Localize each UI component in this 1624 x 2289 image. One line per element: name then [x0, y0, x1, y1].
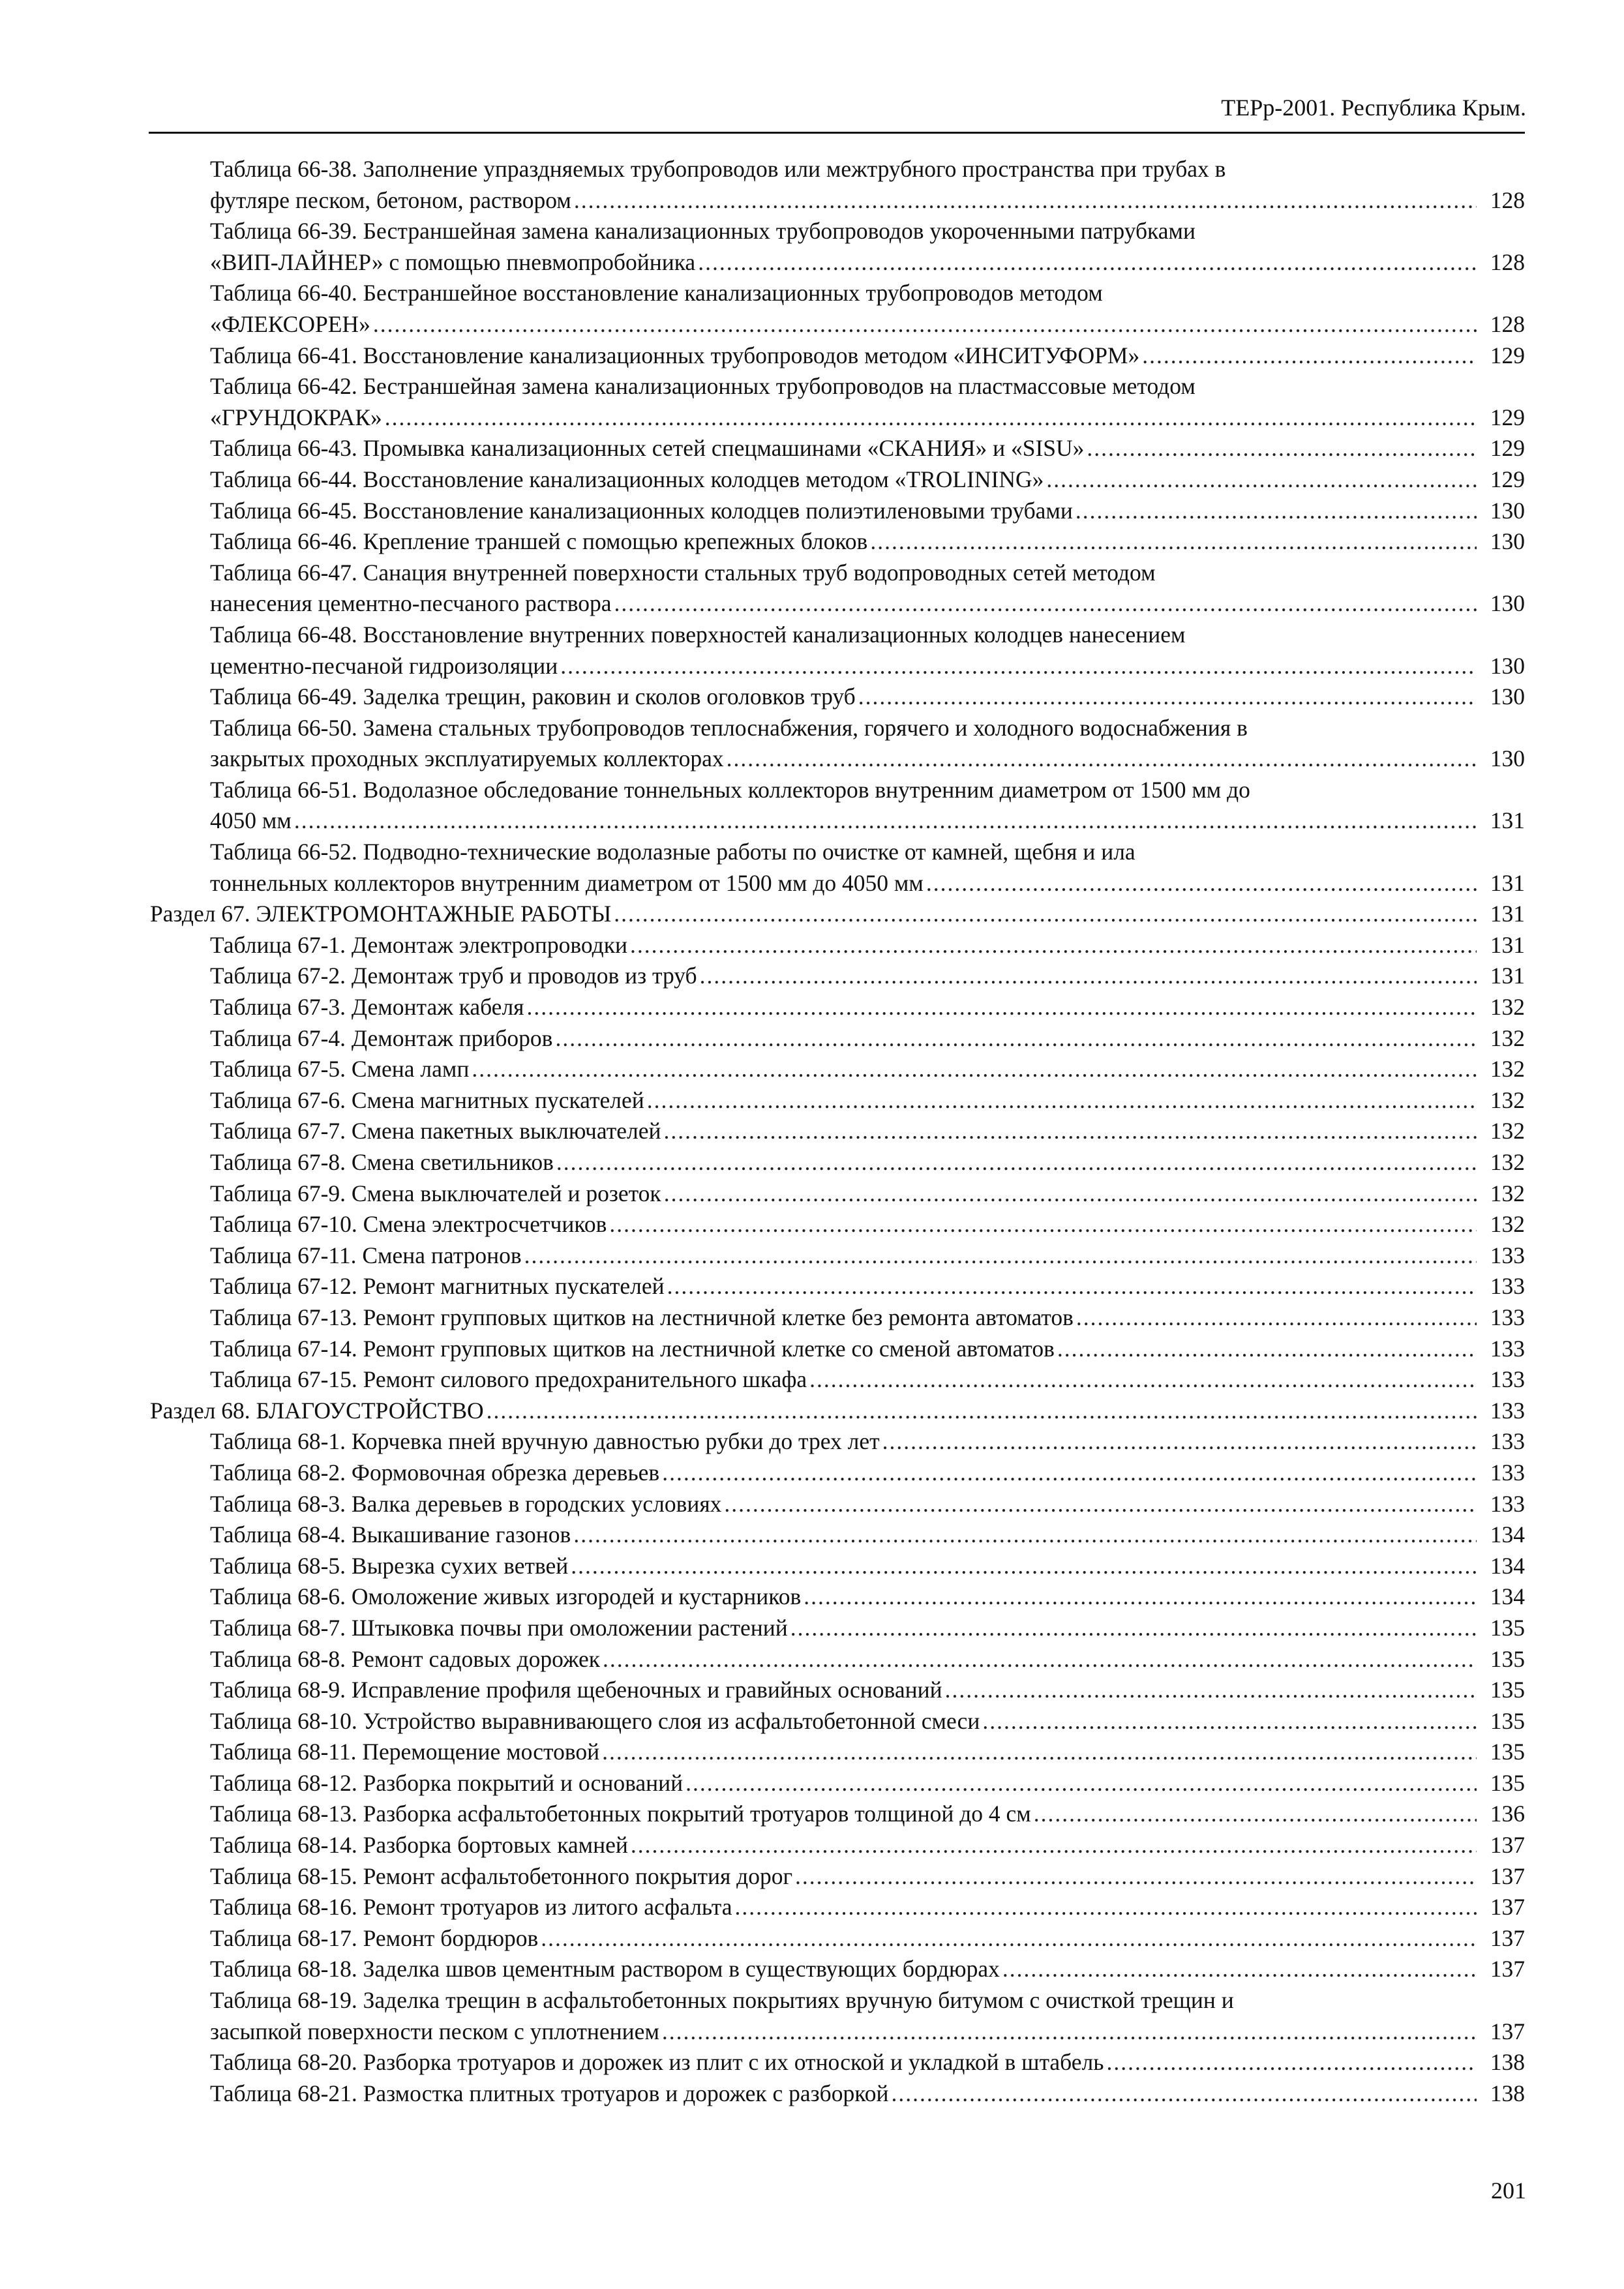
- toc-entry-page: 129: [1490, 404, 1525, 430]
- toc-entry-page: 137: [1490, 1956, 1525, 1982]
- toc-entry-title: Таблица 67-15. Ремонт силового предохранительного шкафа: [210, 1366, 807, 1393]
- toc-entry-title-line: Таблица 66-52. Подводно-технические водолазные работы по очистке от камней, щебня и ила: [210, 839, 1135, 865]
- toc-entry-title: Таблица 67-7. Смена пакетных выключателей: [210, 1118, 661, 1144]
- toc-entry-line: [210, 1240, 1525, 1272]
- toc-entry-title: Таблица 68-12. Разборка покрытий и оснований: [210, 1769, 684, 1796]
- toc-entry-title: Таблица 67-6. Смена магнитных пускателей: [210, 1086, 644, 1113]
- toc-entry-line: [210, 1271, 1525, 1302]
- toc-entry-title: Таблица 68-17. Ремонт бордюров: [210, 1924, 539, 1951]
- toc-entry-page: 135: [1490, 1677, 1525, 1703]
- running-header: ТЕРр-2001. Республика Крым.: [1221, 95, 1526, 121]
- toc-table-entry[interactable]: [150, 930, 1525, 961]
- toc-entry-page: 133: [1490, 1242, 1525, 1268]
- toc-table-entry[interactable]: [150, 961, 1525, 992]
- toc-entry-title: Таблица 67-14. Ремонт групповых щитков на лестничной клетке со сменой автоматов: [210, 1335, 1055, 1362]
- toc-table-entry[interactable]: [150, 464, 1525, 496]
- toc-entry-title: Таблица 67-10. Смена электросчетчиков: [210, 1211, 607, 1238]
- toc-entry-title: Таблица 68-11. Перемощение мостовой: [210, 1739, 600, 1765]
- toc-entry-page: 128: [1490, 248, 1525, 275]
- dot-leader: [1075, 496, 1477, 527]
- toc-entry-page: 131: [1490, 931, 1525, 958]
- dot-leader: [527, 992, 1477, 1023]
- toc-entry-page: 133: [1490, 1304, 1525, 1330]
- dot-leader: [700, 961, 1477, 992]
- toc-entry-title: Таблица 67-1. Демонтаж электропроводки: [210, 931, 627, 958]
- dot-leader: [891, 2078, 1477, 2110]
- toc-entry-line: [210, 1830, 1525, 1861]
- dot-leader: [945, 1675, 1477, 1706]
- toc-entry-line: [210, 1085, 1525, 1116]
- toc-entry-title: нанесения цементно-песчаного раствора: [210, 590, 612, 617]
- toc-entry-page: 132: [1490, 1086, 1525, 1113]
- toc-entry-title: Таблица 68-15. Ремонт асфальтобетонного покрытия дорог: [210, 1863, 793, 1889]
- toc-entry-page: 131: [1490, 869, 1525, 896]
- toc-entry-page: 133: [1490, 1428, 1525, 1455]
- toc-table-entry[interactable]: [150, 1116, 1525, 1147]
- dot-leader: [727, 743, 1477, 775]
- toc-table-entry[interactable]: [150, 2047, 1525, 2078]
- toc-entry-page: 135: [1490, 1707, 1525, 1734]
- toc-entry-line: [210, 992, 1525, 1023]
- toc-entry-line: [210, 496, 1525, 527]
- dot-leader: [1034, 1799, 1477, 1830]
- toc-entry-page: 131: [1490, 901, 1525, 927]
- toc-entry-line: [210, 1116, 1525, 1147]
- dot-leader: [664, 1178, 1477, 1210]
- toc-entry-title: Таблица 68-20. Разборка тротуаров и дорожек из плит с их отноской и укладкой в штабель: [210, 2049, 1104, 2076]
- toc-entry-line: [210, 1178, 1525, 1210]
- dot-leader: [1142, 340, 1477, 372]
- dot-leader: [487, 1396, 1477, 1427]
- dot-leader: [870, 526, 1477, 558]
- toc-entry-title: Раздел 68. БЛАГОУСТРОЙСТВО: [150, 1397, 484, 1424]
- toc-entry-title: Таблица 68-2. Формовочная обрезка деревьев: [210, 1459, 660, 1486]
- toc-entry-title: Таблица 67-9. Смена выключателей и розеток: [210, 1180, 661, 1206]
- toc-entry-title: закрытых проходных эксплуатируемых коллекторах: [210, 745, 724, 772]
- dot-leader: [647, 1085, 1477, 1116]
- dot-leader: [724, 1489, 1477, 1520]
- toc-entry-line: [210, 1768, 1525, 1799]
- toc-entry-title: Таблица 68-5. Вырезка сухих ветвей: [210, 1552, 569, 1579]
- toc-entry-line: [210, 1799, 1525, 1830]
- table-of-contents: [150, 154, 1525, 2109]
- dot-leader: [524, 1240, 1477, 1272]
- dot-leader: [662, 2016, 1477, 2048]
- toc-entry-line: [210, 1954, 1525, 1985]
- dot-leader: [385, 402, 1477, 434]
- toc-entry-page: 132: [1490, 1025, 1525, 1051]
- toc-entry-title: Таблица 66-49. Заделка трещин, раковин и сколов оголовков труб: [210, 683, 856, 710]
- toc-entry-line: [210, 588, 1525, 620]
- dot-leader: [982, 1706, 1477, 1737]
- dot-leader: [609, 1209, 1477, 1240]
- toc-entry-title: Таблица 68-6. Омоложение живых изгородей и кустарников: [210, 1583, 802, 1610]
- toc-entry-title-line: Таблица 66-47. Санация внутренней поверхности стальных труб водопроводных сетей методом: [210, 559, 1156, 586]
- toc-entry-page: 130: [1490, 590, 1525, 617]
- toc-table-entry[interactable]: [150, 713, 1525, 775]
- toc-entry-page: 132: [1490, 1180, 1525, 1206]
- toc-entry-line: [210, 743, 1525, 775]
- dot-leader: [926, 868, 1477, 899]
- dot-leader: [560, 651, 1477, 682]
- toc-table-entry[interactable]: [150, 1240, 1525, 1272]
- dot-leader: [809, 1364, 1477, 1396]
- toc-entry-line: [210, 961, 1525, 992]
- toc-entry-line: [210, 1706, 1525, 1737]
- dot-leader: [1076, 1302, 1477, 1334]
- toc-entry-line: [210, 247, 1525, 278]
- toc-entry-title: Таблица 67-3. Демонтаж кабеля: [210, 994, 524, 1021]
- toc-entry-line: [210, 930, 1525, 961]
- toc-entry-title-line: Таблица 66-51. Водолазное обследование тоннельных коллекторов внутренним диаметром от 1500 мм до: [210, 776, 1250, 803]
- toc-entry-title-line: Таблица 66-38. Заполнение упраздняемых трубопроводов или межтрубного пространства при трубах в: [210, 156, 1226, 182]
- toc-entry-title-line: Таблица 66-39. Бестраншейная замена канализационных трубопроводов укороченными патрубками: [210, 218, 1195, 245]
- toc-table-entry[interactable]: [150, 1519, 1525, 1551]
- toc-entry-page: 129: [1490, 466, 1525, 492]
- dot-leader: [698, 247, 1477, 278]
- toc-table-entry[interactable]: [150, 1644, 1525, 1675]
- dot-leader: [602, 1737, 1477, 1768]
- toc-entry-page: 135: [1490, 1614, 1525, 1641]
- dot-leader: [882, 1426, 1477, 1458]
- toc-entry-line: [210, 2047, 1525, 2078]
- toc-table-entry[interactable]: [150, 1147, 1525, 1178]
- toc-entry-title: Таблица 68-9. Исправление профиля щебеночных и гравийных оснований: [210, 1677, 942, 1703]
- toc-entry-title-line: Таблица 66-48. Восстановление внутренних поверхностей канализационных колодцев нанесением: [210, 621, 1186, 648]
- toc-table-entry[interactable]: [150, 2078, 1525, 2110]
- dot-leader: [614, 899, 1477, 930]
- toc-table-entry[interactable]: [150, 1581, 1525, 1613]
- dot-leader: [556, 1147, 1477, 1178]
- toc-entry-page: 133: [1490, 1335, 1525, 1362]
- toc-entry-page: 136: [1490, 1801, 1525, 1827]
- toc-entry-title: Таблица 67-5. Смена ламп: [210, 1056, 470, 1083]
- toc-entry-page: 133: [1490, 1459, 1525, 1486]
- dot-leader: [734, 1892, 1477, 1923]
- toc-table-entry[interactable]: [150, 526, 1525, 558]
- toc-entry-title: Таблица 68-8. Ремонт садовых дорожек: [210, 1645, 601, 1672]
- toc-entry-page: 131: [1490, 807, 1525, 834]
- toc-table-entry[interactable]: [150, 992, 1525, 1023]
- toc-table-entry[interactable]: [150, 1426, 1525, 1458]
- toc-entry-title: Раздел 67. ЭЛЕКТРОМОНТАЖНЫЕ РАБОТЫ: [150, 901, 612, 927]
- toc-table-entry[interactable]: [150, 1799, 1525, 1830]
- toc-entry-page: 130: [1490, 745, 1525, 772]
- toc-entry-title: «ФЛЕКСОРЕН»: [210, 310, 370, 337]
- toc-table-entry[interactable]: [150, 1054, 1525, 1085]
- toc-entry-page: 135: [1490, 1769, 1525, 1796]
- toc-entry-line: [210, 1302, 1525, 1334]
- toc-table-entry[interactable]: [150, 216, 1525, 278]
- toc-table-entry[interactable]: [150, 1892, 1525, 1923]
- toc-entry-title: Таблица 66-41. Восстановление канализационных трубопроводов методом «ИНСИТУФОРМ»: [210, 342, 1140, 368]
- toc-entry-page: 129: [1490, 435, 1525, 462]
- toc-table-entry[interactable]: [150, 1271, 1525, 1302]
- toc-entry-title: Таблица 67-8. Смена светильников: [210, 1149, 554, 1175]
- dot-leader: [614, 588, 1477, 620]
- dot-leader: [574, 185, 1477, 217]
- toc-entry-page: 137: [1490, 1863, 1525, 1889]
- dot-leader: [631, 1830, 1477, 1861]
- toc-entry-title: Таблица 67-13. Ремонт групповых щитков на лестничной клетке без ремонта автоматов: [210, 1304, 1074, 1330]
- dot-leader: [373, 309, 1477, 340]
- toc-entry-page: 133: [1490, 1366, 1525, 1393]
- toc-entry-line: [210, 1613, 1525, 1644]
- toc-entry-page: 130: [1490, 683, 1525, 710]
- toc-entry-line: [210, 868, 1525, 899]
- toc-entry-title: 4050 мм: [210, 807, 292, 834]
- toc-entry-title: Таблица 66-43. Промывка канализационных сетей спецмашинами «СКАНИЯ» и «SISU»: [210, 435, 1085, 462]
- toc-entry-line: [210, 340, 1525, 372]
- toc-entry-page: 138: [1490, 2080, 1525, 2106]
- toc-entry-line: [210, 2078, 1525, 2110]
- toc-entry-title: Таблица 68-3. Валка деревьев в городских условиях: [210, 1490, 722, 1517]
- toc-entry-title: Таблица 67-12. Ремонт магнитных пускателей: [210, 1273, 665, 1300]
- toc-entry-page: 132: [1490, 1118, 1525, 1144]
- toc-entry-title: Таблица 68-16. Ремонт тротуаров из литого асфальта: [210, 1894, 732, 1921]
- toc-table-entry[interactable]: [150, 340, 1525, 372]
- toc-entry-line: [210, 1334, 1525, 1365]
- dot-leader: [571, 1551, 1477, 1582]
- toc-table-entry[interactable]: [150, 1334, 1525, 1365]
- toc-entry-line: [150, 899, 1525, 930]
- toc-entry-page: 131: [1490, 963, 1525, 989]
- toc-entry-page: 137: [1490, 1832, 1525, 1859]
- toc-entry-page: 132: [1490, 1056, 1525, 1083]
- toc-entry-line: [210, 1581, 1525, 1613]
- toc-entry-line: [210, 681, 1525, 713]
- toc-table-entry[interactable]: [150, 1023, 1525, 1055]
- dot-leader: [541, 1923, 1477, 1954]
- toc-table-entry[interactable]: [150, 837, 1525, 899]
- toc-table-entry[interactable]: [150, 1985, 1525, 2047]
- dot-leader: [1057, 1334, 1477, 1365]
- dot-leader: [1046, 464, 1477, 496]
- toc-entry-page: 135: [1490, 1645, 1525, 1672]
- toc-entry-page: 138: [1490, 2049, 1525, 2076]
- toc-entry-line: [210, 402, 1525, 434]
- toc-entry-page: 130: [1490, 528, 1525, 555]
- toc-table-entry[interactable]: [150, 1737, 1525, 1768]
- toc-table-entry[interactable]: [150, 154, 1525, 216]
- header-rule: [149, 132, 1525, 134]
- toc-entry-line: [210, 1054, 1525, 1085]
- toc-entry-title: Таблица 68-14. Разборка бортовых камней: [210, 1832, 628, 1859]
- dot-leader: [472, 1054, 1477, 1085]
- dot-leader: [1002, 1954, 1477, 1985]
- toc-entry-page: 137: [1490, 1924, 1525, 1951]
- toc-entry-page: 129: [1490, 342, 1525, 368]
- toc-entry-title: Таблица 67-11. Смена патронов: [210, 1242, 522, 1268]
- toc-entry-title: Таблица 66-45. Восстановление канализационных колодцев полиэтиленовыми трубами: [210, 497, 1073, 524]
- toc-table-entry[interactable]: [150, 775, 1525, 837]
- toc-entry-line: [210, 1675, 1525, 1706]
- dot-leader: [790, 1613, 1477, 1644]
- toc-table-entry[interactable]: [150, 620, 1525, 681]
- toc-entry-line: [210, 1923, 1525, 1954]
- dot-leader: [603, 1644, 1477, 1675]
- toc-entry-page: 133: [1490, 1397, 1525, 1424]
- toc-table-entry[interactable]: [150, 371, 1525, 433]
- toc-entry-line: [210, 1364, 1525, 1396]
- toc-entry-title: Таблица 68-18. Заделка швов цементным раствором в существующих бордюрах: [210, 1956, 1000, 1982]
- toc-entry-page: 137: [1490, 2018, 1525, 2044]
- toc-table-entry[interactable]: [150, 1706, 1525, 1737]
- toc-entry-page: 134: [1490, 1521, 1525, 1548]
- toc-table-entry[interactable]: [150, 1551, 1525, 1582]
- toc-table-entry[interactable]: [150, 1954, 1525, 1985]
- toc-entry-title-line: Таблица 66-42. Бестраншейная замена канализационных трубопроводов на пластмассовые методом: [210, 373, 1195, 400]
- dot-leader: [667, 1271, 1477, 1302]
- toc-entry-page: 130: [1490, 497, 1525, 524]
- dot-leader: [573, 1519, 1477, 1551]
- page-number: 201: [1491, 2177, 1526, 2204]
- toc-entry-line: [210, 805, 1525, 837]
- dot-leader: [685, 1768, 1477, 1799]
- toc-entry-title-line: Таблица 68-19. Заделка трещин в асфальтобетонных покрытиях вручную битумом с очисткой трещин и: [210, 1987, 1234, 2014]
- dot-leader: [663, 1116, 1477, 1147]
- toc-entry-title: Таблица 68-10. Устройство выравнивающего слоя из асфальтобетонной смеси: [210, 1707, 980, 1734]
- toc-entry-title: Таблица 66-46. Крепление траншей с помощью крепежных блоков: [210, 528, 868, 555]
- toc-entry-page: 128: [1490, 187, 1525, 213]
- toc-section-entry[interactable]: [150, 1396, 1525, 1427]
- toc-entry-page: 137: [1490, 1894, 1525, 1921]
- toc-entry-line: [210, 185, 1525, 217]
- dot-leader: [294, 805, 1477, 837]
- toc-entry-title-line: Таблица 66-50. Замена стальных трубопроводов теплоснабжения, горячего и холодного водоснабжения в: [210, 714, 1248, 741]
- dot-leader: [804, 1581, 1477, 1613]
- toc-entry-line: [210, 526, 1525, 558]
- toc-entry-line: [210, 464, 1525, 496]
- toc-entry-page: 135: [1490, 1739, 1525, 1765]
- toc-entry-title: Таблица 67-2. Демонтаж труб и проводов из труб: [210, 963, 697, 989]
- toc-entry-line: [210, 1519, 1525, 1551]
- toc-entry-title: Таблица 68-21. Размостка плитных тротуаров и дорожек с разборкой: [210, 2080, 889, 2106]
- toc-table-entry[interactable]: [150, 681, 1525, 713]
- toc-entry-title: тоннельных коллекторов внутренним диаметром от 1500 мм до 4050 мм: [210, 869, 924, 896]
- toc-entry-page: 134: [1490, 1583, 1525, 1610]
- toc-table-entry[interactable]: [150, 1458, 1525, 1489]
- toc-entry-title: Таблица 68-7. Штыковка почвы при омоложении растений: [210, 1614, 788, 1641]
- toc-entry-line: [210, 433, 1525, 464]
- dot-leader: [795, 1861, 1477, 1893]
- toc-table-entry[interactable]: [150, 1302, 1525, 1334]
- toc-entry-title: Таблица 68-4. Выкашивание газонов: [210, 1521, 571, 1548]
- toc-entry-page: 128: [1490, 310, 1525, 337]
- toc-entry-title-line: Таблица 66-40. Бестраншейное восстановление канализационных трубопроводов методом: [210, 280, 1103, 307]
- toc-table-entry[interactable]: [150, 558, 1525, 620]
- toc-table-entry[interactable]: [150, 1923, 1525, 1954]
- toc-table-entry[interactable]: [150, 1861, 1525, 1893]
- toc-entry-line: [210, 651, 1525, 682]
- toc-entry-title: цементно-песчаной гидроизоляции: [210, 652, 558, 679]
- toc-entry-line: [210, 1147, 1525, 1178]
- toc-entry-page: 133: [1490, 1490, 1525, 1517]
- toc-entry-line: [150, 1396, 1525, 1427]
- toc-table-entry[interactable]: [150, 1489, 1525, 1520]
- toc-entry-page: 132: [1490, 1149, 1525, 1175]
- toc-table-entry[interactable]: [150, 1675, 1525, 1706]
- toc-entry-page: 132: [1490, 1211, 1525, 1238]
- toc-entry-line: [210, 1644, 1525, 1675]
- dot-leader: [1106, 2047, 1477, 2078]
- toc-entry-line: [210, 1551, 1525, 1582]
- dot-leader: [630, 930, 1477, 961]
- dot-leader: [662, 1458, 1477, 1489]
- toc-entry-line: [210, 309, 1525, 340]
- toc-entry-line: [210, 2016, 1525, 2048]
- toc-entry-line: [210, 1892, 1525, 1923]
- toc-entry-page: 134: [1490, 1552, 1525, 1579]
- toc-entry-title: Таблица 67-4. Демонтаж приборов: [210, 1025, 553, 1051]
- toc-entry-line: [210, 1023, 1525, 1055]
- toc-table-entry[interactable]: [150, 1830, 1525, 1861]
- toc-entry-line: [210, 1458, 1525, 1489]
- toc-entry-page: 130: [1490, 652, 1525, 679]
- toc-table-entry[interactable]: [150, 496, 1525, 527]
- dot-leader: [858, 681, 1477, 713]
- toc-entry-line: [210, 1737, 1525, 1768]
- toc-entry-title: футляре песком, бетоном, раствором: [210, 187, 571, 213]
- toc-entry-line: [210, 1209, 1525, 1240]
- toc-entry-title: Таблица 68-1. Корчевка пней вручную давностью рубки до трех лет: [210, 1428, 880, 1455]
- toc-entry-line: [210, 1861, 1525, 1893]
- toc-entry-page: 132: [1490, 994, 1525, 1021]
- toc-section-entry[interactable]: [150, 899, 1525, 930]
- toc-table-entry[interactable]: [150, 1178, 1525, 1210]
- toc-entry-title: Таблица 66-44. Восстановление канализационных колодцев методом «TROLINING»: [210, 466, 1044, 492]
- toc-entry-page: 133: [1490, 1273, 1525, 1300]
- toc-table-entry[interactable]: [150, 1209, 1525, 1240]
- toc-table-entry[interactable]: [150, 1613, 1525, 1644]
- toc-entry-title: «ГРУНДОКРАК»: [210, 404, 382, 430]
- toc-table-entry[interactable]: [150, 1768, 1525, 1799]
- dot-leader: [555, 1023, 1477, 1055]
- toc-entry-line: [210, 1489, 1525, 1520]
- dot-leader: [1087, 433, 1477, 464]
- toc-entry-title: Таблица 68-13. Разборка асфальтобетонных покрытий тротуаров толщиной до 4 см: [210, 1801, 1031, 1827]
- toc-table-entry[interactable]: [150, 1364, 1525, 1396]
- toc-entry-title: «ВИП-ЛАЙНЕР» с помощью пневмопробойника: [210, 248, 696, 275]
- toc-entry-title: засыпкой поверхности песком с уплотнением: [210, 2018, 659, 2044]
- toc-table-entry[interactable]: [150, 278, 1525, 340]
- toc-table-entry[interactable]: [150, 433, 1525, 464]
- toc-entry-line: [210, 1426, 1525, 1458]
- toc-table-entry[interactable]: [150, 1085, 1525, 1116]
